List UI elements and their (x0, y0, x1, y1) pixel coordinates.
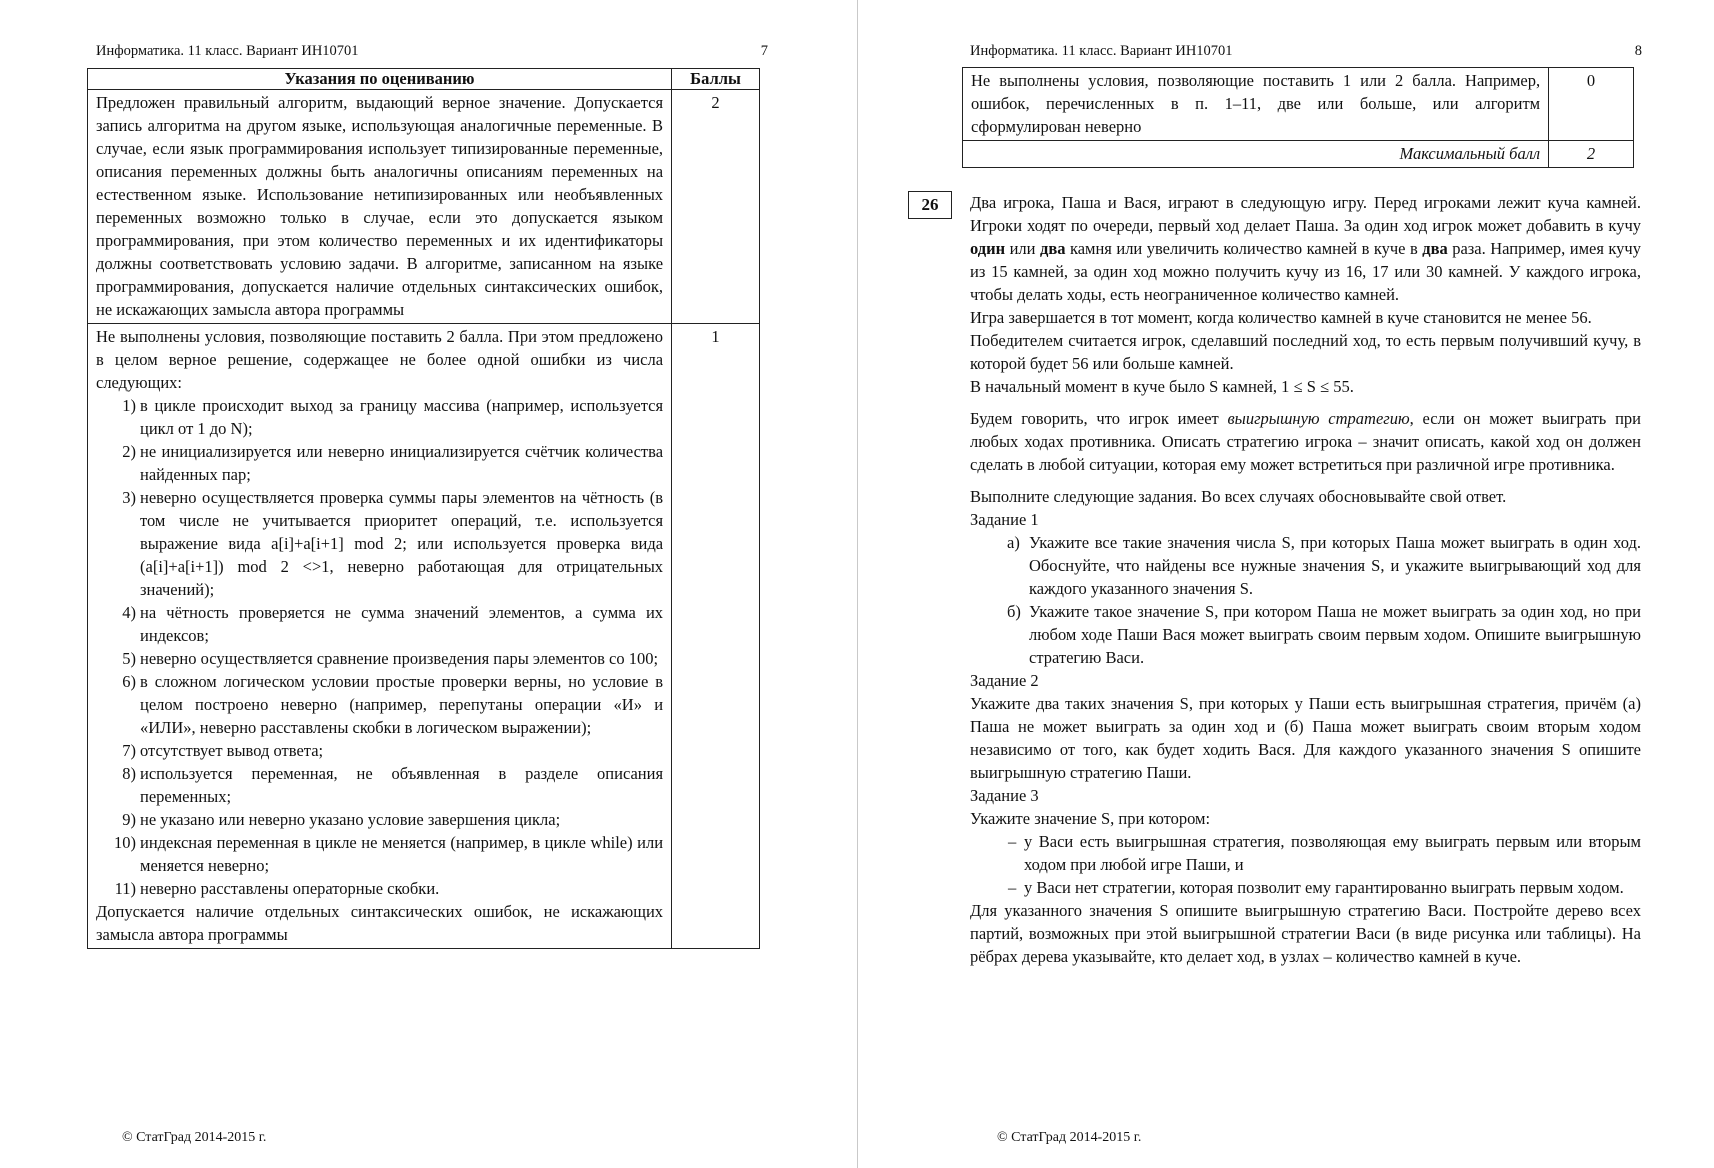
criteria-1-cell (88, 324, 672, 949)
subtask-2-text: Укажите два таких значения S, при которых у Паши есть выигрышная стратегия, причём (а) Паша не может выиграть за один ход и (б) Паша может выиграть своим вторым ходом независимо от того, как будет ходить Вася. Для каждого указанного значения S опишите выигрышную стратегию Паши. (970, 694, 1641, 782)
list-item: 7) отсутствует вывод ответа; (122, 741, 324, 760)
header-text: Информатика. 11 класс. Вариант ИН10701 (96, 43, 359, 59)
page-footer: © СтатГрад 2014-2015 г. (122, 1130, 267, 1145)
criteria-2-text: Предложен правильный алгоритм, выдающий верное значение. Допускается запись алгоритма на другом языке, использующая аналогичные переменные. В случае, если язык программирования использует типизированные переменные, описания переменных должны быть аналогичны описаниям переменных на естественном языке. Использование нетипизированных или необъявленных переменных возможно только в случае, если это допускается языком программирования, при этом количество переменных и их идентификаторы должны соответствовать условию задачи. В алгоритме, записанном на языке программирования, допускается наличие отдельных синтаксических ошибок, не искажающих замысла автора программы (88, 90, 672, 324)
task-number: 26 (908, 191, 952, 219)
max-score-value: 2 (1549, 141, 1634, 168)
task-winner: Победителем считается игрок, сделавший последний ход, то есть первым получивший кучу, в которой будет 56 или больше камней. (970, 331, 1641, 373)
subtask-3-condition-1: – у Васи есть выигрышная стратегия, позволяющая ему выиграть первым или вторым ходом при любой игре Паши, и (1008, 832, 1641, 874)
grading-table-continued (962, 67, 1634, 168)
subtask-3-text: Укажите значение S, при котором: (970, 809, 1211, 828)
subtask-1a: а) Укажите все такие значения числа S, при которых Паша может выиграть в один ход. Обоснуйте, что найдены все нужные значения S, и укажите выигрывающий ход для каждого указанного значения S. (1007, 533, 1641, 598)
subtask-3-condition-2: – у Васи нет стратегии, которая позволит ему гарантированно выиграть первым ходом. (1008, 878, 1624, 897)
list-item: 3) неверно осуществляется проверка суммы пары элементов на чётность (в том числе не учитывается приоритет операций, т.е. используется выражение вида a[i]+a[i+1] mod 2; или используется проверка вида (a[i]+a[i+1]) mod 2 <>1, неверно работающая для отрицательных значений); (122, 488, 664, 599)
list-item: 1) в цикле происходит выход за границу массива (например, используется цикл от 1 до N); (122, 396, 664, 438)
header-text: Информатика. 11 класс. Вариант ИН10701 (970, 43, 1233, 59)
criteria-1-outro: Допускается наличие отдельных синтаксических ошибок, не искажающих замысла автора программы (96, 902, 664, 944)
subtask-1-title: Задание 1 (970, 510, 1039, 529)
list-item: 9) не указано или неверно указано условие завершения цикла; (122, 810, 561, 829)
criteria-0-points: 0 (1549, 68, 1634, 141)
max-score-label: Максимальный балл (963, 141, 1549, 168)
table-row (963, 68, 1634, 141)
col-instructions: Указания по оцениванию (88, 69, 672, 90)
list-item: 8) используется переменная, не объявленная в разделе описания переменных; (122, 764, 664, 806)
grading-table (87, 68, 760, 949)
subtask-3-end: Для указанного значения S опишите выигрышную стратегию Васи. Постройте дерево всех партий, возможных при этой выигрышной стратегии Васи (в виде рисунка или таблицы). На рёбрах дерева указывайте, кто делает ход, в узлах – количество камней в куче. (970, 901, 1641, 966)
table-header-row (88, 69, 760, 90)
list-item: 11) неверно расставлены операторные скобки. (114, 879, 440, 898)
max-score-row (963, 141, 1634, 168)
criteria-2-points: 2 (672, 90, 760, 324)
list-item: 2) не инициализируется или неверно инициализируется счётчик количества найденных пар; (122, 442, 664, 484)
task-strategy-definition: Будем говорить, что игрок имеет выигрышную стратегию, если он может выиграть при любых ходах противника. Описать стратегию игрока – значит описать, какой ход он должен сделать в любой ситуации, которая ему может встретиться при различной игре противника. (970, 409, 1641, 474)
page-header (96, 43, 768, 60)
criteria-1-points: 1 (672, 324, 760, 949)
list-item: 4) на чётность проверяется не сумма значений элементов, а сумма их индексов; (122, 603, 664, 645)
criteria-1-intro: Не выполнены условия, позволяющие поставить 2 балла. При этом предложено в целом верное решение, содержащее не более одной ошибки из числа следующих: (96, 327, 664, 392)
task-intro: Два игрока, Паша и Вася, играют в следующую игру. Перед игроками лежит куча камней. Игроки ходят по очереди, первый ход делает Паша. За один ход игрок может добавить в кучу один или два камня или увеличить количество камней в куче в два раза. Например, имея кучу из 15 камней, за один ход можно получить кучу из 16, 17 или 30 камней. У каждого игрока, чтобы делать ходы, есть неограниченное количество камней. (970, 193, 1641, 304)
page-number: 7 (760, 43, 768, 59)
table-row (88, 90, 760, 324)
page-number: 8 (1634, 43, 1642, 59)
subtask-1b: б) Укажите такое значение S, при котором Паша не может выиграть за один ход, но при любом ходе Паши Вася может выиграть своим первым ходом. Опишите выигрышную стратегию Васи. (1007, 602, 1641, 667)
list-item: 10) индексная переменная в цикле не меняется (например, в цикле while) или меняется неверно; (114, 833, 664, 875)
task-end-condition: Игра завершается в тот момент, когда количество камней в куче становится не менее 56. (970, 308, 1592, 327)
list-item: 6) в сложном логическом условии простые проверки верны, но условие в целом построено неверно (например, перепутаны операции «И» и «ИЛИ», неверно расставлены скобки в логическом выражении); (122, 672, 664, 737)
subtask-3-title: Задание 3 (970, 786, 1039, 805)
criteria-0-text: Не выполнены условия, позволяющие поставить 1 или 2 балла. Например, ошибок, перечисленных в п. 1–11, две или больше, или алгоритм сформулирован неверно (963, 68, 1549, 141)
task-instruction: Выполните следующие задания. Во всех случаях обосновывайте свой ответ. (970, 487, 1507, 506)
subtask-2-title: Задание 2 (970, 671, 1039, 690)
col-points: Баллы (672, 69, 760, 90)
page-footer: © СтатГрад 2014-2015 г. (997, 1130, 1142, 1145)
list-item: 5) неверно осуществляется сравнение произведения пары элементов со 100; (122, 649, 659, 668)
table-row (88, 324, 760, 949)
task-26-text (970, 191, 1641, 968)
task-initial: В начальный момент в куче было S камней, 1 ≤ S ≤ 55. (970, 377, 1354, 396)
error-list (96, 394, 663, 900)
page-header (970, 43, 1642, 60)
